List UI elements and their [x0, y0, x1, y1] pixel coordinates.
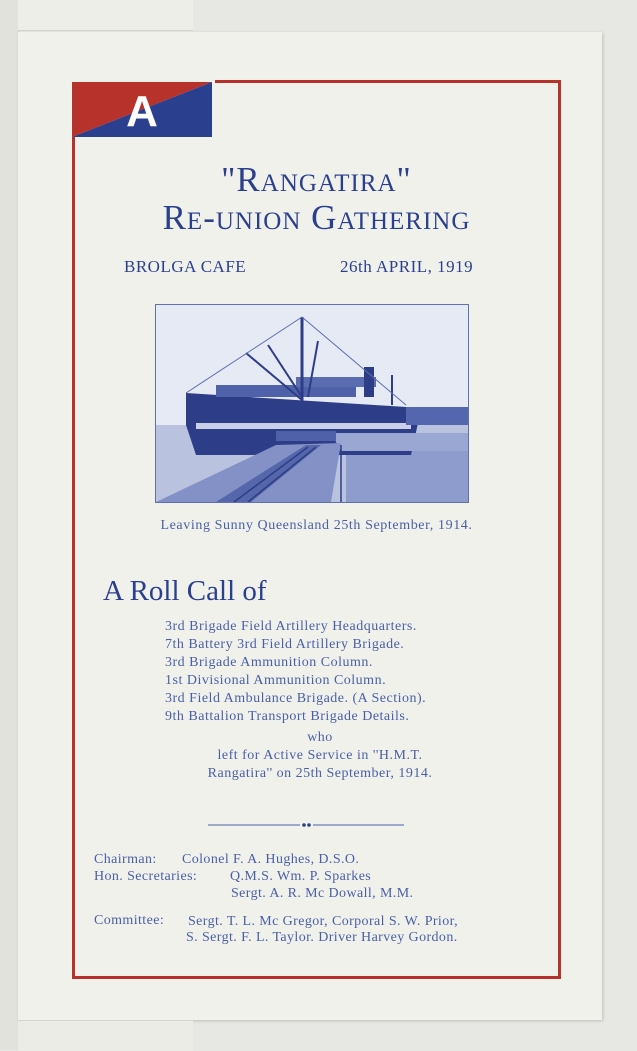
list-item: 3rd Brigade Field Artillery Headquarters.	[165, 619, 417, 634]
roll-call-heading: A Roll Call of	[103, 575, 267, 607]
chairman-label: Chairman:	[94, 852, 157, 867]
photo-caption: Leaving Sunny Queensland 25th September, 1914.	[160, 518, 473, 533]
list-item: 3rd Brigade Ammunition Column.	[165, 655, 373, 670]
departure-note-line: who	[307, 730, 333, 745]
secretary-name: Sergt. A. R. Mc Dowall, M.M.	[231, 886, 414, 901]
venue-name: BROLGA CAFE	[124, 257, 247, 276]
flag-badge-letter: A	[126, 86, 158, 136]
border-bottom-rule	[72, 976, 561, 979]
list-item: 3rd Field Ambulance Brigade. (A Section).	[165, 691, 427, 706]
secretary-name: Q.M.S. Wm. P. Sparkes	[230, 869, 372, 884]
event-date: 26th APRIL, 1919	[340, 257, 474, 276]
next-page-edge	[18, 1020, 193, 1051]
departure-note-line: Rangatira'' on 25th September, 1914.	[207, 766, 433, 781]
border-left-rule	[72, 137, 75, 979]
departure-note-line: left for Active Service in ''H.M.T.	[217, 748, 423, 763]
list-item: 1st Divisional Ammunition Column.	[165, 673, 387, 688]
committee-members: S. Sergt. F. L. Taylor. Driver Harvey Gordon.	[186, 930, 458, 945]
ornamental-divider	[208, 822, 404, 828]
binding-spine	[0, 0, 19, 1050]
list-item: 7th Battery 3rd Field Artillery Brigade.	[165, 637, 405, 652]
departure-note	[150, 729, 490, 783]
event-title-gathering: Re-union Gathering	[162, 198, 471, 237]
list-item: 9th Battalion Transport Brigade Details.	[165, 709, 410, 724]
chairman-name: Colonel F. A. Hughes, D.S.O.	[182, 852, 360, 867]
unit-list	[165, 618, 426, 726]
border-top-rule	[215, 80, 561, 83]
secretaries-label: Hon. Secretaries:	[94, 869, 198, 884]
troopship-photo	[155, 304, 469, 503]
committee-members: Sergt. T. L. Mc Gregor, Corporal S. W. Prior,	[188, 914, 459, 929]
previous-page-edge	[18, 0, 193, 31]
committee-label: Committee:	[94, 913, 165, 928]
event-title-ship: "Rangatira"	[221, 160, 412, 199]
